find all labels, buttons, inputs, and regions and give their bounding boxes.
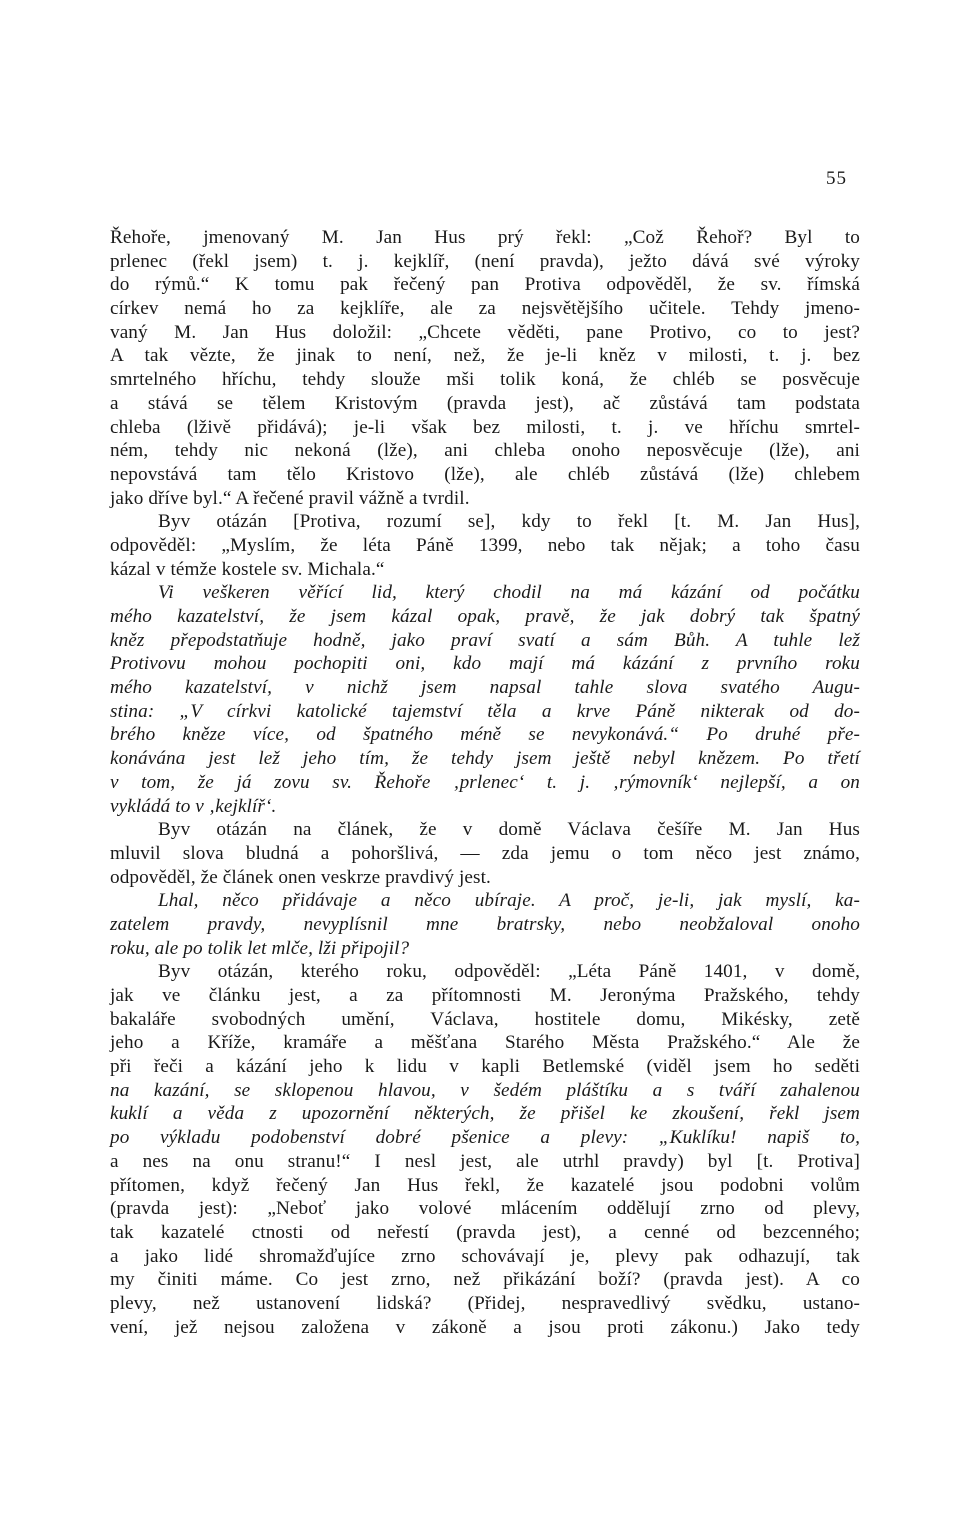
text-line: a stává se tělem Kristovým (pravda jest), ač zůstává tam podstata <box>110 392 860 414</box>
text-line: tak kazatelé ctnosti od neřestí (pravda jest), a cenné od bezcenného; <box>110 1221 860 1243</box>
text-line: jak ve článku jest, a za přítomnosti M. Jeronýma Pražského, tehdy <box>110 985 860 1006</box>
text-line: mého kazatelství, že jsem kázal opak, pravě, že jak dobrý tak špatný <box>110 606 860 627</box>
text-line: církev nemá ho za kejklíře, ale za nejsvětějšího učitele. Tehdy jmeno- <box>110 298 860 320</box>
text-line: my činiti máme. Co jest zrno, než přikázání boží? (pravda jest). A co <box>110 1269 860 1291</box>
text-line: odpověděl, že článek onen veskrze pravdivý jest. <box>110 866 491 888</box>
text-line: Řehoře, jmenovaný M. Jan Hus prý řekl: „Což Řehoř? Byl to <box>110 227 860 248</box>
text-line: (pravda jest): „Neboť jako volové mlácením oddělují zrno od plevy, <box>110 1198 860 1220</box>
text-line: ném, tehdy nic nekoná (lže), ani chleba onoho neposvěcuje (lže), ani <box>110 440 860 462</box>
text-line: na kazání, se sklopenou hlavou, v šedém pláštíku a s tváří zahalenou <box>110 1079 860 1101</box>
text-line: do rýmů.“ K tomu pak řečený pan Protiva odpověděl, že sv. římská <box>110 274 860 296</box>
page-number: 55 <box>826 168 847 189</box>
text-line: plevy, než ustanovení lidská? (Přidej, nespravedlivý svědku, ustano- <box>110 1292 860 1314</box>
text-line: kuklí a věda z upozornění některých, že přišel ke zkoušení, řekl jsem <box>110 1103 860 1125</box>
text-line: přítomen, když řečený Jan Hus řekl, že kazatelé jsou podobni volům <box>110 1174 860 1196</box>
text-line: v tom, že já zovu sv. Řehoře ‚prlenec‘ t. j. ‚rýmovník‘ nejlepší, a on <box>110 771 860 793</box>
text-line: po výkladu podobenství dobré pšenice a plevy: „Kuklíku! napiš to, <box>110 1127 860 1149</box>
text-line: kněz přepodstatňuje hodně, jako praví svatí a sám Bůh. A tuhle lež <box>110 629 860 651</box>
text-line: stina: „V církvi katolické tajemství těla a krve Páně nikterak od do- <box>110 700 860 722</box>
text-line: Vi veškeren věřící lid, který chodil na má kázání od počátku <box>158 582 860 604</box>
text-line: nepovstává tam tělo Kristovo (lže), ale chléb zůstává (lže) chlebem <box>110 463 860 485</box>
text-line: při řeči a kázání jeho k lidu v kapli Betlemské (viděl jsem ho seděti <box>110 1056 860 1078</box>
text-line: a jako lidé shromažďujíce zrno schovávají je, plevy pak odhazují, tak <box>110 1245 860 1267</box>
text-line: jeho a Kříže, kramáře a měšťana Starého Města Pražského.“ Ale že <box>110 1032 860 1054</box>
text-line: Protivovu mohou pochopiti oni, kdo mají má kázání z prvního roku <box>110 653 860 675</box>
text-line: jako dříve byl.“ A řečené pravil vážně a tvrdil. <box>110 487 470 509</box>
text-line: Byv otázán, kterého roku, odpověděl: „Léta Páně 1401, v domě, <box>158 961 860 983</box>
text-line: roku, ale po tolik let mlče, lži připojil? <box>110 937 410 959</box>
text-line: a nes na onu stranu!“ I nesl jest, ale utrhl pravdy) byl [t. Protiva] <box>110 1150 860 1172</box>
text-line: prlenec (řekl jsem) t. j. kejklíř, (není pravda), ježto dává své výroky <box>110 250 860 272</box>
text-line: bakaláře svobodných umění, Václava, hostitele domu, Mikésky, zetě <box>110 1008 860 1030</box>
text-line: chleba (lživě přidává); je-li však bez milosti, t. j. ve hříchu smrtel- <box>110 416 860 438</box>
text-line: smrtelného hříchu, tehdy slouže mši tolik koná, že chléb se posvěcuje <box>110 369 860 391</box>
text-line: Lhal, něco přidávaje a něco ubíraje. A proč, je-li, jak myslí, ka- <box>158 890 860 912</box>
text-line: konávána jest lež jeho tím, že tehdy jsem ještě nebyl knězem. Po třetí <box>110 748 860 770</box>
text-line: zatelem pravdy, nevyplísnil mne bratrsky, nebo neobžaloval onoho <box>110 913 860 935</box>
body-text <box>110 226 860 1339</box>
text-line: vení, jež nejsou založena v zákoně a jsou proti zákonu.) Jako tedy <box>110 1316 860 1338</box>
text-line: Byv otázán [Protiva, rozumí se], kdy to řekl [t. M. Jan Hus], <box>158 511 860 533</box>
text-line: vaný M. Jan Hus doložil: „Chcete věděti, pane Protivo, co to jest? <box>110 321 860 343</box>
text-line: vykládá to v ‚kejklíř‘. <box>110 795 277 817</box>
text-line: Byv otázán na článek, že v domě Václava češíře M. Jan Hus <box>158 819 860 841</box>
text-line: kázal v témže kostele sv. Michala.“ <box>110 558 385 580</box>
text-line: mluvil slova bludná a pohoršlivá, — zda jemu o tom něco jest známo, <box>110 842 860 864</box>
text-line: A tak vězte, že jinak to není, než, že je-li kněz v milosti, t. j. bez <box>110 345 860 367</box>
text-line: mého kazatelství, v nichž jsem napsal tahle slova svatého Augu- <box>110 677 860 699</box>
text-line: odpověděl: „Myslím, že léta Páně 1399, nebo tak nějak; a toho času <box>110 534 860 556</box>
text-line: brého kněze více, od špatného méně se nevykonává.“ Po druhé pře- <box>110 724 860 746</box>
